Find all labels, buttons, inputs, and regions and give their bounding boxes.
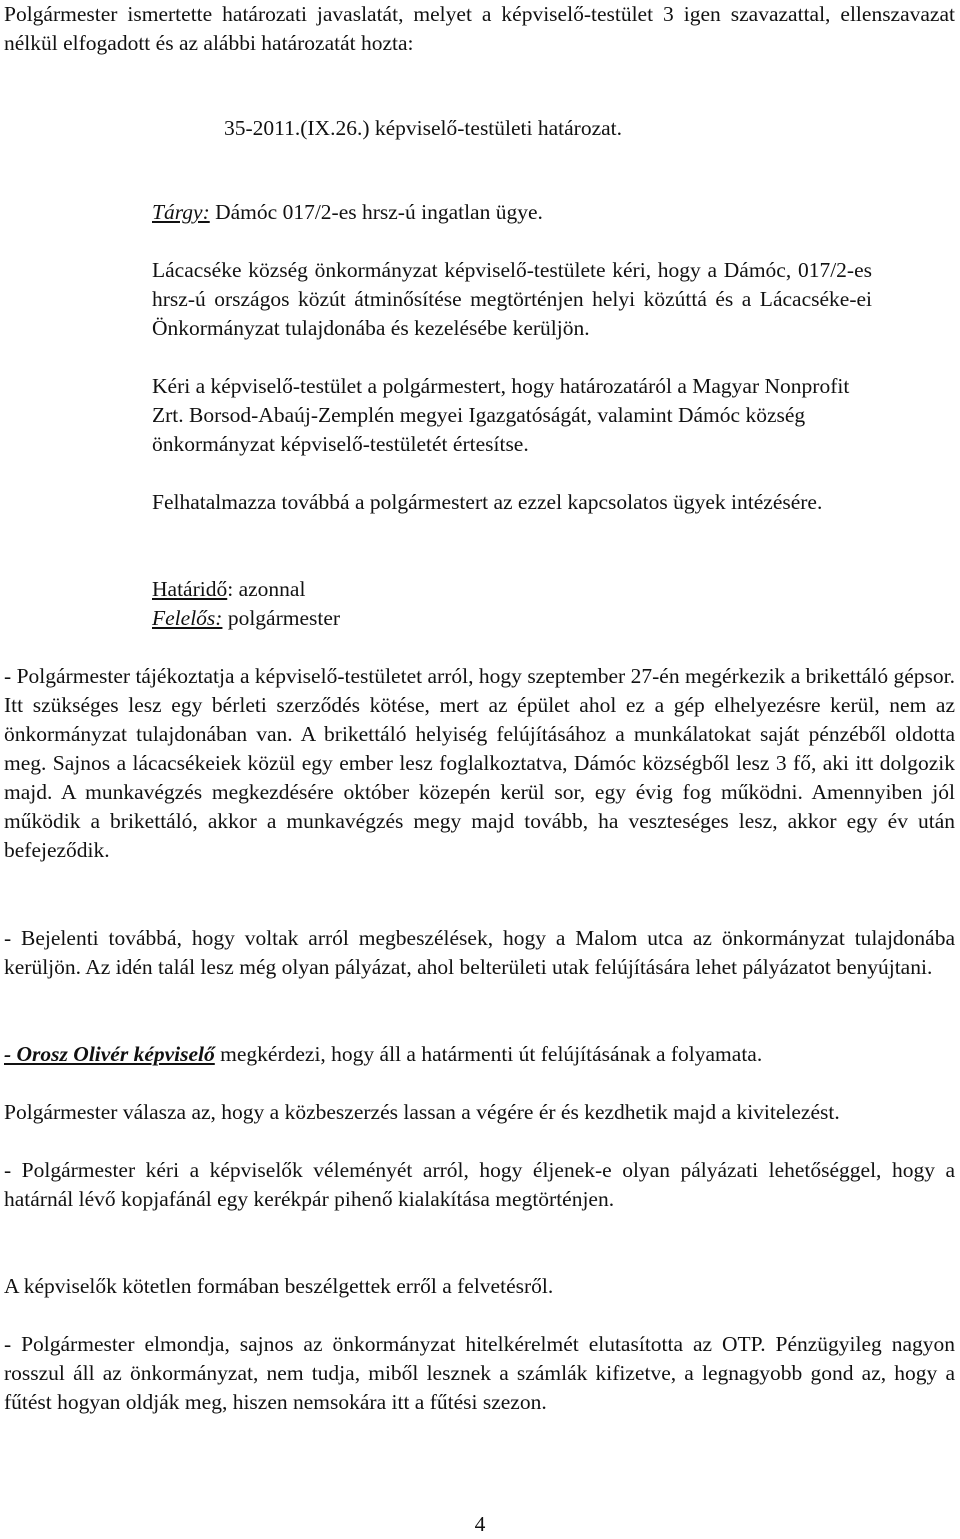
loan-paragraph: - Polgármester elmondja, sajnos az önkormányzat hitelkérelmét elutasította az OTP. Pénzügyileg nagyon rosszul áll az önkormányzat, nem tudja, miből lesznek a számlák kifizetve, a legnagyobb gond az, hogy a fűtést hogyan oldják meg, hiszen nemsokára itt a fűtési szezon. bbox=[4, 1332, 955, 1414]
responsible-line bbox=[152, 604, 872, 633]
subject-label: Tárgy: bbox=[152, 200, 210, 224]
responsible-value: polgármester bbox=[222, 606, 341, 630]
deadline-line bbox=[152, 575, 872, 604]
resolution-number: 35-2011.(IX.26.) képviselő-testületi határozat. bbox=[224, 116, 623, 140]
deadline-value: azonnal bbox=[238, 577, 306, 601]
deadline-separator: : bbox=[227, 577, 239, 601]
responsible-label: Felelős: bbox=[152, 606, 223, 630]
resolution-paragraph-1: Lácacséke község önkormányzat képviselő-testülete kéri, hogy a Dámóc, 017/2-es hrsz-ú országos közút átminősítése megtörténjen helyi közúttá és a Lácacséke-ei Önkormányzat tulajdonába és kezelésébe kerüljön. bbox=[152, 258, 872, 340]
deadline-label: Határidő bbox=[152, 577, 228, 601]
subject-line bbox=[152, 198, 872, 227]
page-number: 4 bbox=[474, 1512, 486, 1536]
subject-text: Dámóc 017/2-es hrsz-ú ingatlan ügye. bbox=[209, 200, 543, 224]
question-text: megkérdezi, hogy áll a határmenti út felújításának a folyamata. bbox=[214, 1042, 763, 1066]
resolution-paragraph-3: Felhatalmazza továbbá a polgármestert az ezzel kapcsolatos ügyek intézésére. bbox=[152, 490, 823, 514]
discussion-paragraph: A képviselők kötetlen formában beszélgettek erről a felvetésről. bbox=[4, 1274, 554, 1298]
request-paragraph: - Polgármester kéri a képviselők véleményét arról, hogy éljenek-e olyan pályázati lehetőséggel, hogy a határnál lévő kopjafánál egy kerékpár pihenő kialakítása megtörténjen. bbox=[4, 1158, 955, 1211]
question-speaker: - Orosz Olivér képviselő bbox=[4, 1042, 215, 1066]
answer-paragraph: Polgármester válasza az, hogy a közbeszerzés lassan a végére ér és kezdhetik majd a kivitelezést. bbox=[4, 1100, 840, 1124]
question-paragraph bbox=[4, 1040, 955, 1069]
body-paragraph-brikett: - Polgármester tájékoztatja a képviselő-testületet arról, hogy szeptember 27-én megérkezik a brikettáló gépsor. Itt szükséges lesz egy bérleti szerződés kötése, mert az épület ahol ez a gép elhelyezésre kerül, nem az önkormányzat tulajdonában van. A brikettáló helyiség felújításához a munkálatokat saját pénzéből oldotta meg. Sajnos a lácacsékeiek közül egy ember lesz foglalkoztatva, Dámóc községből lesz 3 fő, aki itt dolgozik majd. A munkavégzés megkezdésére október közepén kerül sor, egy évig fog működni. Amennyiben jól működik a brikettáló, akkor a munkavégzés megy majd tovább, ha veszteséges lesz, akkor egy év után befejeződik. bbox=[4, 664, 955, 862]
resolution-paragraph-2: Kéri a képviselő-testület a polgármestert, hogy határozatáról a Magyar Nonprofit Zrt. Borsod-Abaúj-Zemplén megyei Igazgatóságát, valamint Dámóc község önkormányzat képviselő-testületét értesítse. bbox=[152, 374, 850, 456]
body-paragraph-malom: - Bejelenti továbbá, hogy voltak arról megbeszélések, hogy a Malom utca az önkormányzat tulajdonába kerüljön. Az idén talál lesz még olyan pályázat, ahol belterületi utak felújítására lehet pályázatot benyújtani. bbox=[4, 926, 955, 979]
intro-paragraph: Polgármester ismertette határozati javaslatát, melyet a képviselő-testület 3 igen szavazattal, ellenszavazat nélkül elfogadott és az alábbi határozatát hozta: bbox=[4, 2, 955, 55]
